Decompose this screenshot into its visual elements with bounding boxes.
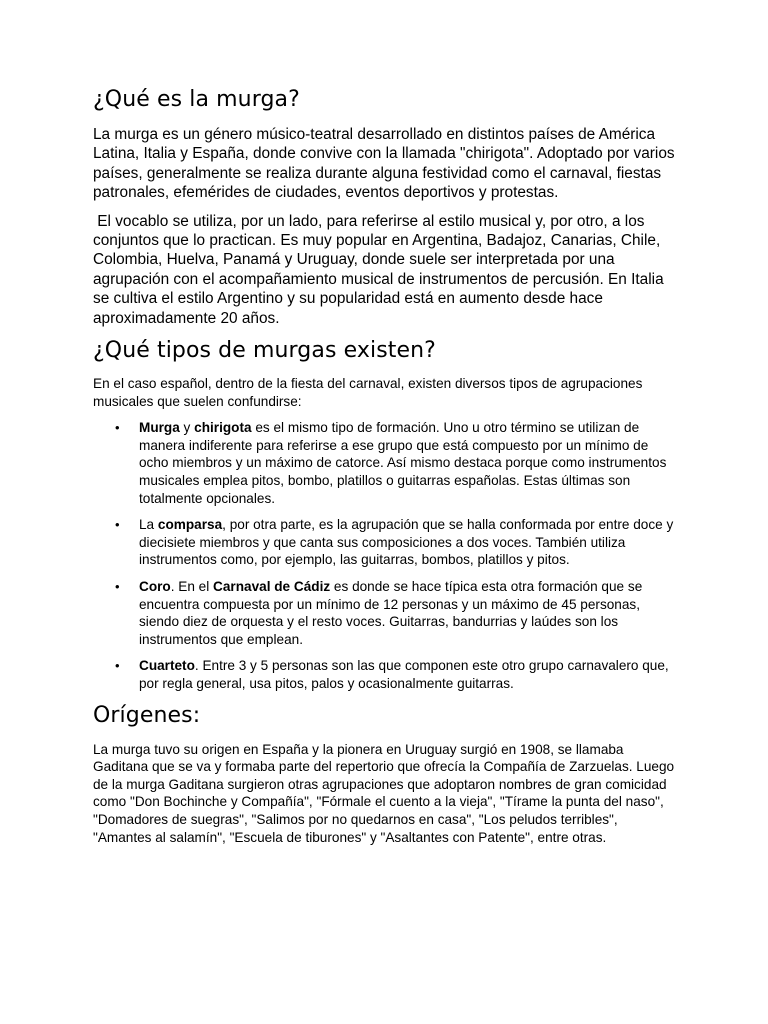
- term-carnaval-de-cadiz: Carnaval de Cádiz: [213, 579, 331, 594]
- document-page: [93, 86, 675, 855]
- item-prefix: La: [139, 517, 158, 533]
- item-text: es el mismo tipo de formación. Uno u otro término se utilizan de manera indiferente para referirse a ese grupo que está compuesto por un mínimo de ocho miembros y un máximo de catorce. Así mismo destaca porque como instrumentos musicales emplea pitos, bombo, platillos o guitarras españolas. Estas últimas son totalmente opcionales.: [139, 420, 667, 506]
- item-text: . Entre 3 y 5 personas son las que componen este otro grupo carnavalero que, por regla general, usa pitos, palos y ocasionalmente guitarras.: [139, 658, 669, 691]
- item-text: , por otra parte, es la agrupación que se halla conformada por entre doce y diecisiete miembros y que canta sus composiciones a dos voces. También utiliza instrumentos como, por ejemplo, las guitarras, bombos, platillos y pitos.: [139, 517, 674, 568]
- paragraph-definition: La murga es un género músico-teatral desarrollado en distintos países de América Latina, Italia y España, donde convive con la llamada "chirigota". Adoptado por varios países, generalmente se realiza durante alguna festividad como el carnaval, fiestas patronales, efemérides de ciudades, eventos deportivos y protestas.: [93, 126, 675, 202]
- term-murga: Murga: [139, 420, 180, 436]
- paragraph-tipos-intro: En el caso español, dentro de la fiesta del carnaval, existen diversos tipos de agrupaciones musicales que suelen confundirse:: [93, 376, 643, 409]
- item-join: . En el: [170, 579, 214, 594]
- term-comparsa: comparsa: [157, 517, 223, 533]
- murga-types-list: [93, 419, 675, 692]
- heading-tipos-de-murgas: ¿Qué tipos de murgas existen?: [93, 338, 436, 364]
- list-item-murga-chirigota: [93, 419, 675, 507]
- paragraph-origenes: La murga tuvo su origen en España y la pionera en Uruguay surgió en 1908, se llamaba Gaditana que se va y formaba parte del repertorio que ofrecía la Compañía de Zarzuelas. Luego de la murga Gaditana surgieron otras agrupaciones que adoptaron nombres de gran comicidad como "Don Bochinche y Compañía", "Fórmale el cuento a la vieja", "Tírame la punta del naso", "Domadores de suegras", "Salimos por no quedarnos en casa", "Los peludos terribles", "Amantes al salamín", "Escuela de tiburones" y "Asaltantes con Patente", entre otras.: [93, 741, 675, 845]
- term-coro: Coro: [139, 579, 171, 594]
- list-item-cuarteto: [93, 657, 675, 692]
- paragraph-vocablo: El vocablo se utiliza, por un lado, para referirse al estilo musical y, por otro, a los conjuntos que lo practican. Es muy popular en Argentina, Badajoz, Canarias, Chile, Colombia, Huelva, Panamá y Uruguay, donde suele ser interpretada por una agrupación con el acompañamiento musical de instrumentos de percusión. En Italia se cultiva el estilo Argentino y su popularidad está en aumento desde hace aproximadamente 20 años.: [93, 212, 668, 327]
- term-cuarteto: Cuarteto: [139, 658, 195, 674]
- heading-que-es-la-murga: ¿Qué es la murga?: [93, 87, 300, 112]
- item-text: es donde se hace típica esta otra formación que se encuentra compuesta por un mínimo de 12 personas y un máximo de 45 personas, siendo diez de orquesta y el resto voces. Guitarras, bandurrias y laúdes son los instrumentos que emplean.: [139, 579, 643, 647]
- bullet-icon: •: [115, 420, 120, 436]
- heading-origenes: Orígenes:: [93, 702, 201, 728]
- list-item-coro: [93, 578, 675, 648]
- bullet-icon: •: [115, 658, 120, 674]
- bullet-icon: •: [115, 517, 120, 533]
- bullet-icon: •: [115, 579, 120, 594]
- term-chirigota: chirigota: [194, 420, 252, 436]
- list-item-comparsa: [93, 516, 675, 569]
- item-join: y: [179, 420, 195, 436]
